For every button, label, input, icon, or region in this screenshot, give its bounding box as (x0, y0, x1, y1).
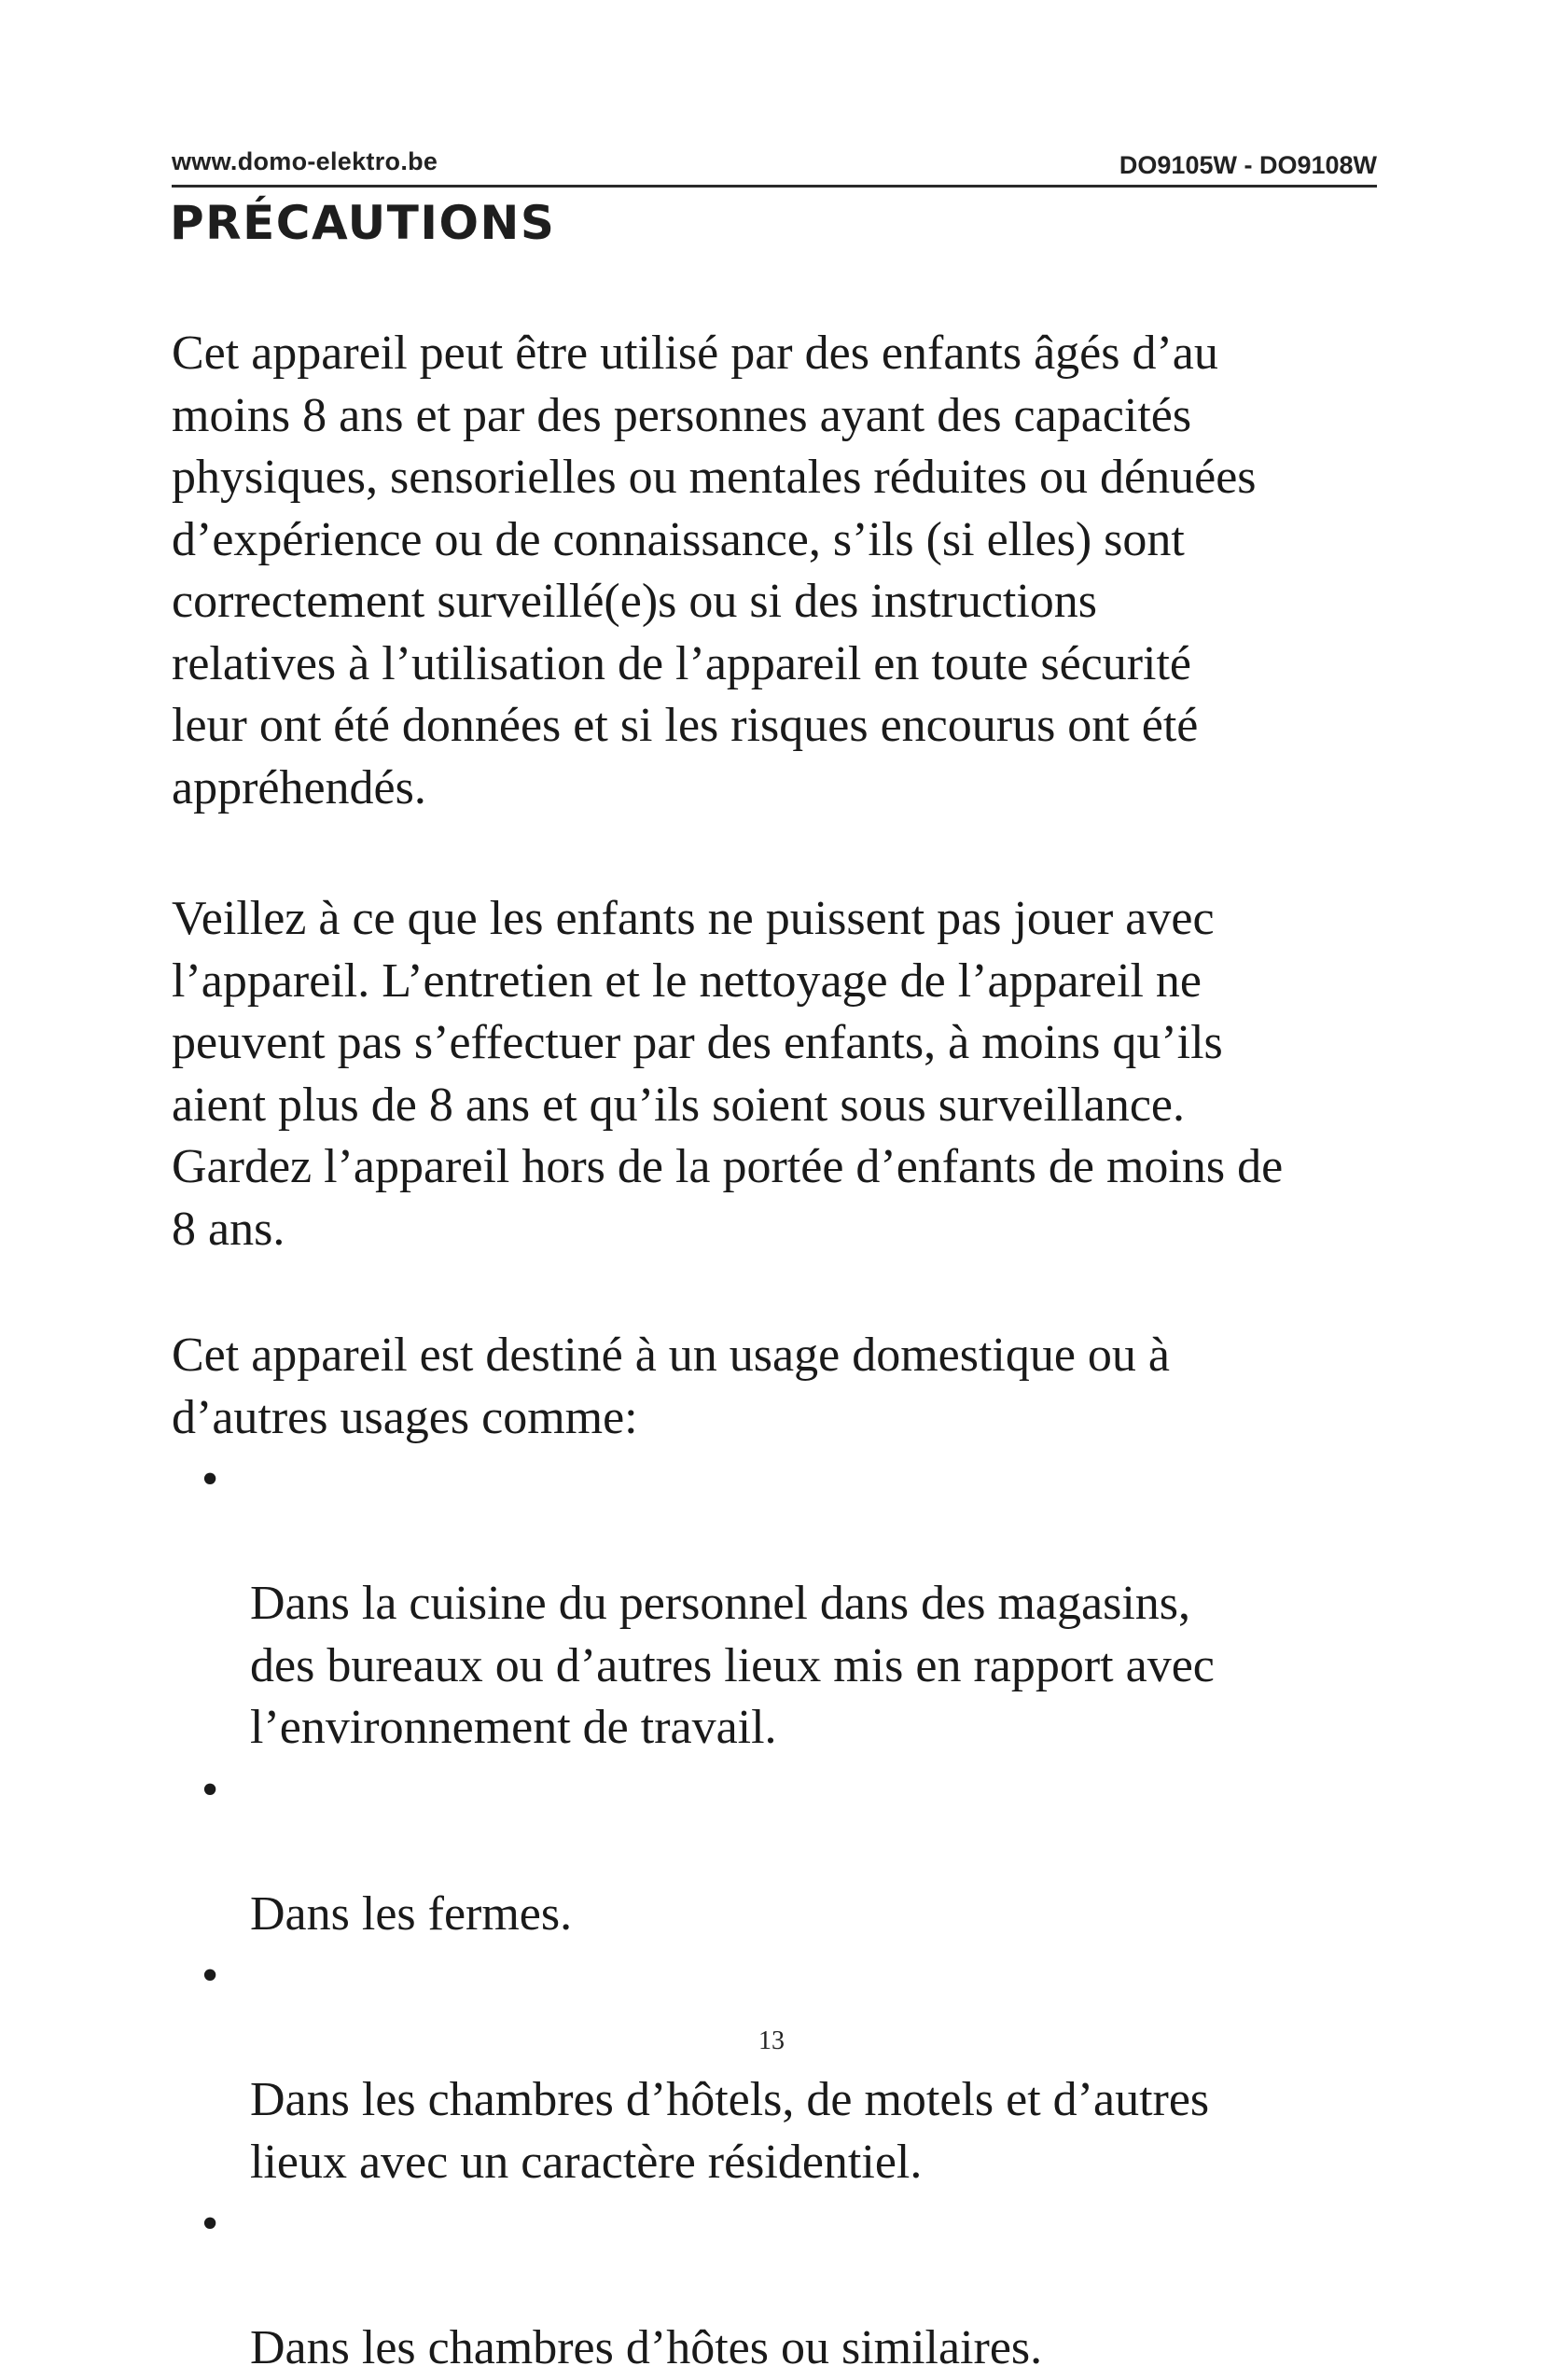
list-item-text: Dans les fermes. (250, 1886, 573, 1941)
header-model: DO9105W - DO9108W (1119, 151, 1377, 179)
bullet-icon: • (202, 1949, 219, 2002)
header-website: www.domo-elektro.be (172, 147, 438, 175)
list-item-text: Dans les chambres d’hôtes ou similaires. (250, 2321, 1043, 2374)
page-number: 13 (758, 2026, 785, 2055)
header-divider (172, 185, 1377, 188)
paragraph-usage: Cet appareil est destiné à un usage domestique ou à d’autres usages comme: (172, 1329, 1171, 1444)
list-item-text: Dans la cuisine du personnel dans des magasins, des bureaux ou d’autres lieux mis en rapport avec l’environnement de travail. (250, 1577, 1215, 1754)
list-item (172, 2193, 1403, 2380)
bullet-icon: • (202, 1762, 219, 1816)
bullet-icon: • (202, 1453, 219, 1506)
bullet-icon: • (202, 2197, 219, 2250)
list-item (172, 1449, 1403, 1760)
usage-list (172, 1449, 1403, 2380)
paragraph-children: Veillez à ce que les enfants ne puissent pas jouer avec l’appareil. L’entretien et le nettoyage de l’appareil ne peuvent pas s’effectuer par des enfants, à moins qu’ils aient plus de 8 ans et qu’ils soient sous surveillance. Gardez l’appareil hors de la portée d’enfants de moins de 8 ans. (172, 892, 1284, 1256)
list-item-text: Dans les chambres d’hôtels, de motels et d’autres lieux avec un caractère résidentiel. (250, 2073, 1210, 2189)
paragraph-supervision: Cet appareil peut être utilisé par des enfants âgés d’au moins 8 ans et par des personnes ayant des capacités physiques, sensorielles ou mentales réduites ou dénuées d’expérience ou de connaissance, s’ils (si elles) sont correctement surveillé(e)s ou si des instructions relatives à l’utilisation de l’appareil en toute sécurité leur ont été données et si les risques encourus ont été appréhendés. (172, 327, 1257, 814)
list-item (172, 1945, 1403, 2193)
list-item (172, 1760, 1403, 1946)
page-title: PRÉCAUTIONS (170, 196, 556, 250)
